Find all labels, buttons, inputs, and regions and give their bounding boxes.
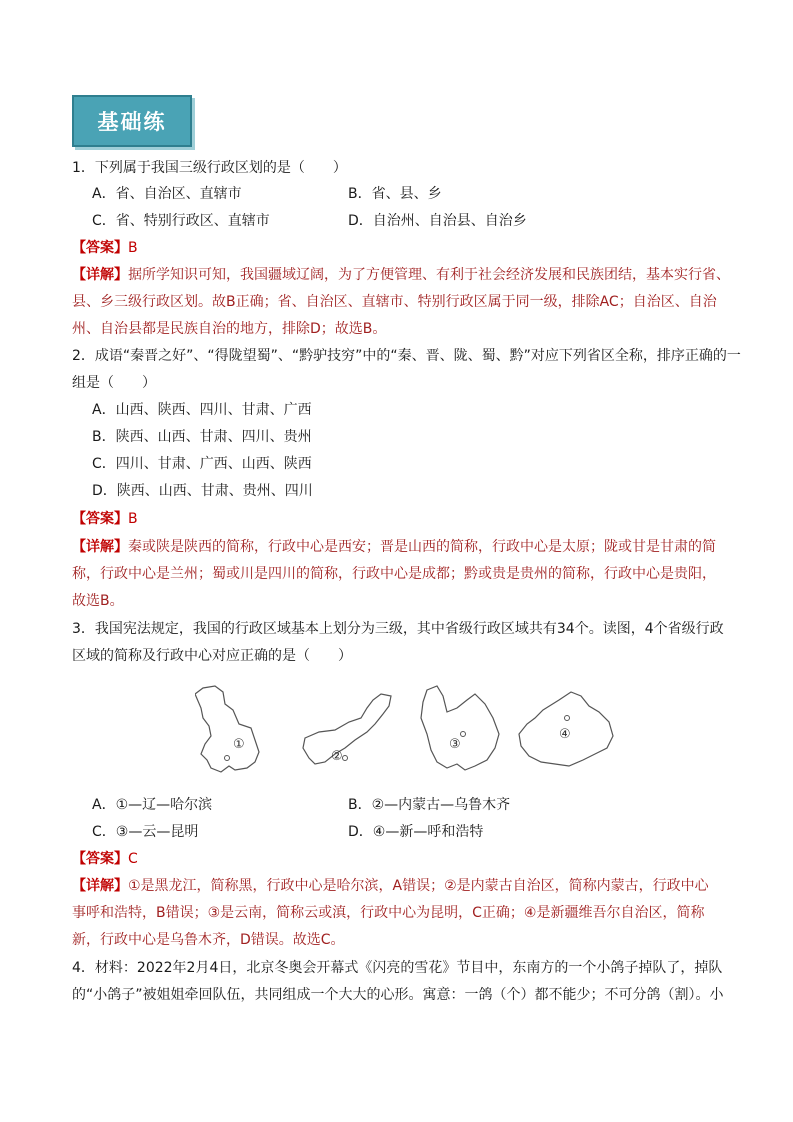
q1-answer (72, 238, 138, 258)
q2-detail-line-3: 故选B。 (72, 593, 124, 609)
q2-option-b: B．陕西、山西、甘肃、四川、贵州 (92, 429, 312, 445)
q2-option-d: D．陕西、山西、甘肃、贵州、四川 (92, 483, 313, 499)
map-inner-mongolia (303, 694, 391, 764)
q1-option-b: B．省、县、乡 (348, 186, 442, 202)
answer-value: B (128, 511, 138, 527)
q3-stem-line-1: 3．我国宪法规定，我国的行政区域基本上划分为三级，其中省级行政区域共有34个。读图，4个省级行政 (72, 621, 724, 637)
detail-tag: 【详解】 (72, 539, 128, 555)
answer-value: B (128, 240, 138, 256)
q3-option-c: C．③—云—昆明 (92, 824, 199, 840)
q2-detail-line-1 (72, 537, 716, 557)
detail-tag: 【详解】 (72, 878, 128, 894)
q3-option-b: B．②—内蒙古—乌鲁木齐 (348, 797, 511, 813)
q3-detail-line-3: 新，行政中心是乌鲁木齐，D错误。故选C。 (72, 932, 345, 948)
map-label-2: ② (331, 749, 343, 764)
map-xinjiang (519, 692, 613, 766)
answer-value: C (128, 851, 138, 867)
q2-option-c: C．四川、甘肃、广西、山西、陕西 (92, 456, 312, 472)
q3-stem-line-2: 区域的简称及行政中心对应正确的是（ ） (72, 648, 352, 664)
answer-tag: 【答案】 (72, 240, 128, 256)
q3-option-a: A．①—辽—哈尔滨 (92, 797, 213, 813)
q2-detail-line-2: 称，行政中心是兰州；蜀或川是四川的简称，行政中心是成都；黔或贵是贵州的简称，行政中心是贵阳， (72, 566, 716, 582)
map-label-1: ① (233, 737, 245, 752)
answer-tag: 【答案】 (72, 851, 128, 867)
q2-option-a: A．山西、陕西、四川、甘肃、广西 (92, 402, 312, 418)
map-label-3: ③ (449, 737, 461, 752)
province-outline-maps (195, 682, 615, 782)
q1-detail-line-2: 县、乡三级行政区划。故B正确；省、自治区、直辖市、特别行政区属于同一级，排除AC；自治区、自治 (72, 294, 717, 310)
detail-tag: 【详解】 (72, 267, 128, 283)
section-banner (72, 95, 192, 147)
map-label-4: ④ (559, 727, 571, 742)
detail-text: ①是黑龙江，简称黑，行政中心是哈尔滨，A错误；②是内蒙古自治区，简称内蒙古，行政中心 (128, 878, 709, 894)
q1-option-c: C．省、特别行政区、直辖市 (92, 213, 270, 229)
section-title: 基础练 (97, 110, 167, 134)
map-heilongjiang (195, 686, 259, 772)
answer-tag: 【答案】 (72, 511, 128, 527)
q3-option-d: D．④—新—呼和浩特 (348, 824, 484, 840)
q3-detail-line-1 (72, 876, 709, 896)
q1-stem: 1．下列属于我国三级行政区划的是（ ） (72, 160, 347, 176)
detail-text: 秦或陕是陕西的简称，行政中心是西安；晋是山西的简称，行政中心是太原；陇或甘是甘肃的简 (128, 539, 716, 555)
q2-stem-line-2: 组是（ ） (72, 375, 156, 391)
q1-detail-line-1 (72, 265, 730, 285)
q4-stem-line-2: 的“小鸽子”被姐姐牵回队伍，共同组成一个大大的心形。寓意：一鸽（个）都不能少；不可分鸽（割）。小 (72, 987, 724, 1003)
q3-detail-line-2: 事呼和浩特，B错误；③是云南，简称云或滇，行政中心为昆明，C正确；④是新疆维吾尔自治区，简称 (72, 905, 705, 921)
map-yunnan (421, 686, 499, 770)
q1-detail-line-3: 州、自治县都是民族自治的地方，排除D；故选B。 (72, 321, 387, 337)
q1-option-a: A．省、自治区、直辖市 (92, 186, 242, 202)
detail-text: 据所学知识可知，我国疆域辽阔，为了方便管理、有利于社会经济发展和民族团结，基本实行省、 (128, 267, 730, 283)
q1-option-d: D．自治州、自治县、自治乡 (348, 213, 527, 229)
q2-stem-line-1: 2．成语“秦晋之好”、“得陇望蜀”、“黔驴技穷”中的“秦、晋、陇、蜀、黔”对应下列省区全称，排序正确的一 (72, 348, 741, 364)
q3-answer (72, 849, 138, 869)
q2-answer (72, 509, 138, 529)
q4-stem-line-1: 4．材料：2022年2月4日，北京冬奥会开幕式《闪亮的雪花》节目中，东南方的一个小鸽子掉队了，掉队 (72, 960, 723, 976)
